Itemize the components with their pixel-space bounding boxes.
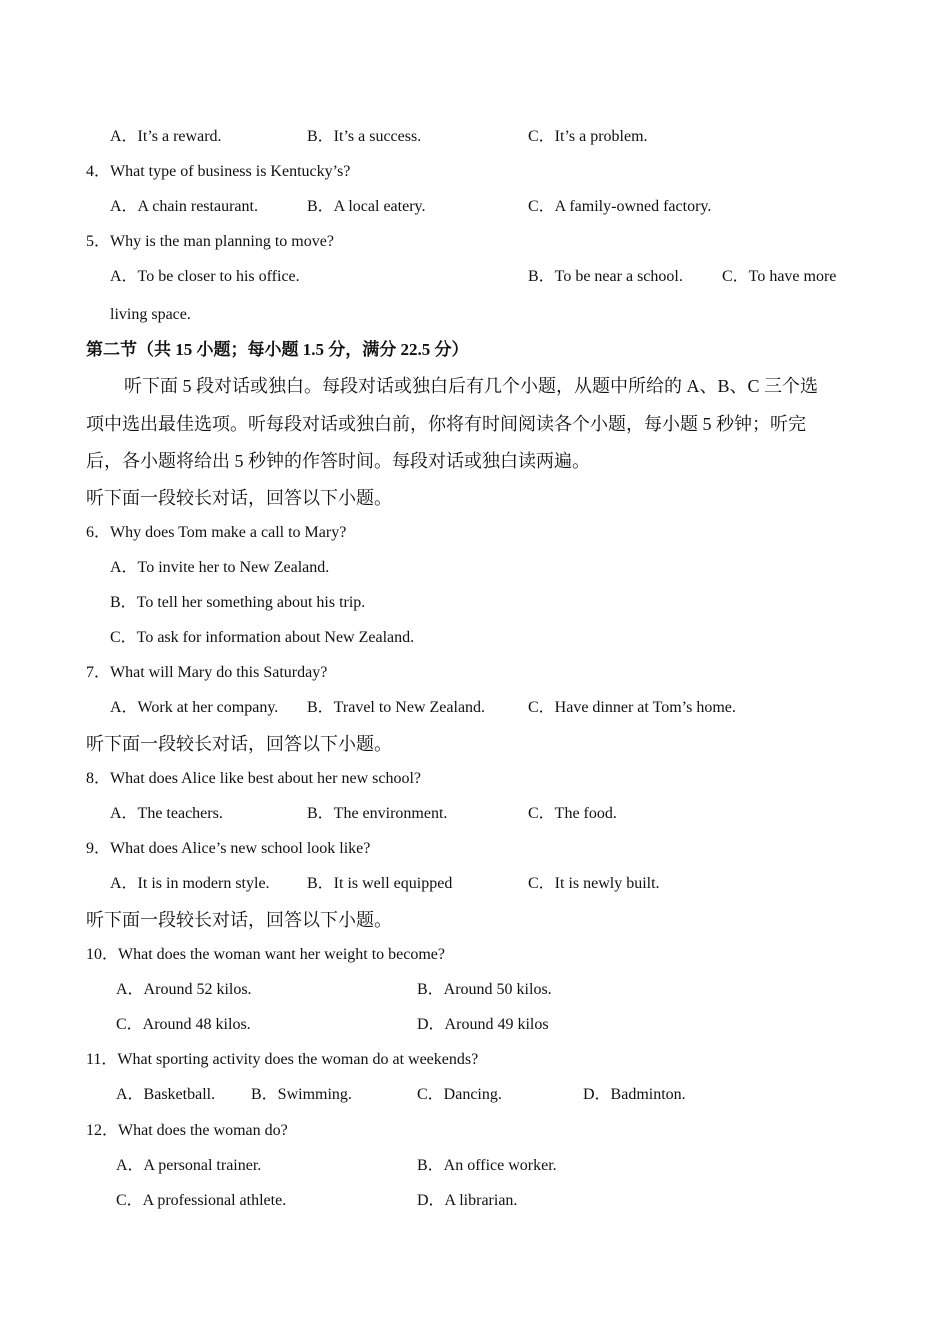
q4-option-b: B．A local eatery. (307, 198, 426, 215)
q3-option-c: C．It’s a problem. (528, 128, 648, 145)
q11-option-d: D．Badminton. (583, 1086, 686, 1103)
q11-option-a: A．Basketball. (116, 1086, 216, 1103)
q7-stem: 7．What will Mary do this Saturday? (86, 664, 328, 681)
instruction-line-1: 听下面 5 段对话或独白。每段对话或独白后有几个小题，从题中所给的 A、B、C 三个选 (124, 376, 819, 396)
q11-option-b: B．Swimming. (251, 1086, 352, 1103)
q10-option-b: B．Around 50 kilos. (417, 981, 552, 998)
dialog-intro: 听下面一段较长对话，回答以下小题。 (86, 488, 392, 508)
q12-option-a: A．A personal trainer. (116, 1157, 262, 1174)
q12-stem: 12．What does the woman do? (86, 1122, 288, 1139)
dialog-intro: 听下面一段较长对话，回答以下小题。 (86, 734, 392, 754)
q7-option-a: A．Work at her company. (110, 699, 279, 716)
q5-option-c-continued: living space. (110, 306, 191, 323)
q10-option-c: C．Around 48 kilos. (116, 1016, 251, 1033)
q9-option-a: A．It is in modern style. (110, 875, 270, 892)
q12-option-c: C．A professional athlete. (116, 1192, 287, 1209)
q9-stem: 9．What does Alice’s new school look like? (86, 840, 371, 857)
section-heading: 第二节（共 15 小题；每小题 1.5 分，满分 22.5 分） (86, 340, 469, 359)
q5-option-a: A．To be closer to his office. (110, 268, 300, 285)
q10-option-d: D．Around 49 kilos (417, 1016, 549, 1033)
q7-option-c: C．Have dinner at Tom’s home. (528, 699, 736, 716)
q6-option-b: B．To tell her something about his trip. (110, 594, 366, 611)
q11-option-c: C．Dancing. (417, 1086, 502, 1103)
q10-stem: 10．What does the woman want her weight to become? (86, 946, 446, 963)
q12-option-d: D．A librarian. (417, 1192, 518, 1209)
q5-option-c: C．To have more (722, 268, 837, 285)
q5-option-b: B．To be near a school. (528, 268, 683, 285)
q8-option-c: C．The food. (528, 805, 617, 822)
q9-option-b: B．It is well equipped (307, 875, 453, 892)
q4-option-c: C．A family-owned factory. (528, 198, 712, 215)
q8-option-b: B．The environment. (307, 805, 448, 822)
instruction-line-2: 项中选出最佳选项。听每段对话或独白前，你将有时间阅读各个小题，每小题 5 秒钟；听完 (86, 414, 806, 434)
q8-option-a: A．The teachers. (110, 805, 223, 822)
q3-option-a: A．It’s a reward. (110, 128, 222, 145)
q6-option-c: C．To ask for information about New Zealand. (110, 629, 415, 646)
q6-option-a: A．To invite her to New Zealand. (110, 559, 330, 576)
dialog-intro: 听下面一段较长对话，回答以下小题。 (86, 910, 392, 930)
q9-option-c: C．It is newly built. (528, 875, 660, 892)
instruction-line-3: 后，各小题将给出 5 秒钟的作答时间。每段对话或独白读两遍。 (86, 451, 590, 471)
q5-stem: 5．Why is the man planning to move? (86, 233, 334, 250)
q4-option-a: A．A chain restaurant. (110, 198, 258, 215)
q6-stem: 6．Why does Tom make a call to Mary? (86, 524, 347, 541)
q7-option-b: B．Travel to New Zealand. (307, 699, 486, 716)
q10-option-a: A．Around 52 kilos. (116, 981, 252, 998)
q12-option-b: B．An office worker. (417, 1157, 557, 1174)
q11-stem: 11．What sporting activity does the woman do at weekends? (86, 1051, 479, 1068)
q8-stem: 8．What does Alice like best about her new school? (86, 770, 422, 787)
q4-stem: 4．What type of business is Kentucky’s? (86, 163, 351, 180)
q3-option-b: B．It’s a success. (307, 128, 422, 145)
